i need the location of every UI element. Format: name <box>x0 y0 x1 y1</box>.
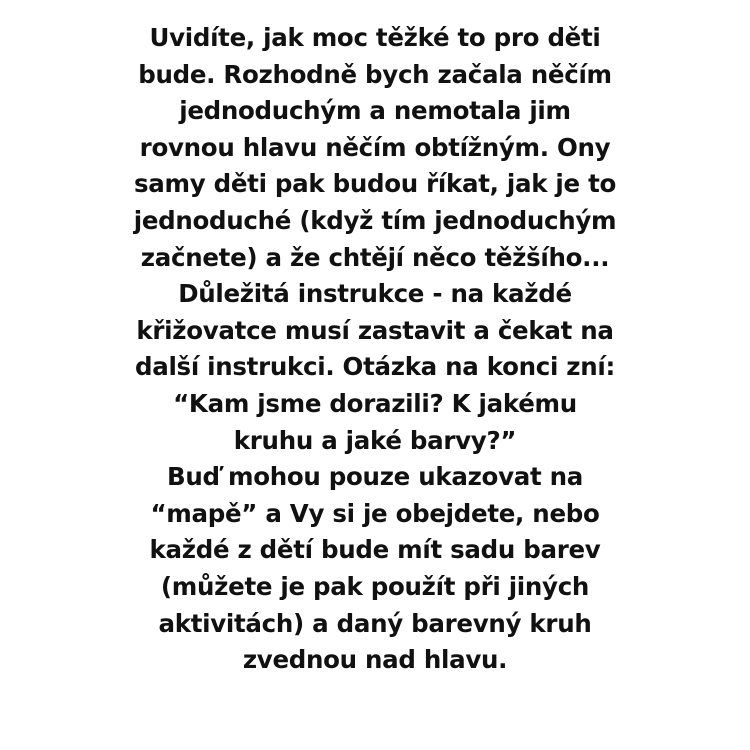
text-line: každé z dětí bude mít sadu barev <box>149 535 601 565</box>
text-line: jednoduché (když tím jednoduchým <box>133 205 617 235</box>
text-line: kruhu a jaké barvy?” <box>233 425 517 455</box>
text-line: (můžete je pak použít při jiných <box>160 571 590 601</box>
text-line: další instrukci. Otázka na konci zní: <box>134 352 616 382</box>
text-line: aktivitách) a daný barevný kruh <box>158 608 592 638</box>
text-line: bude. Rozhodně bych začala něčím <box>138 59 612 89</box>
text-line: “Kam jsme dorazili? K jakému <box>173 388 577 418</box>
text-line: křižovatce musí zastavit a čekat na <box>136 315 614 345</box>
text-line: začnete) a že chtějí něco těžšího... <box>140 242 610 272</box>
instruction-text <box>100 20 650 679</box>
text-line: Důležitá instrukce - na každé <box>178 279 572 309</box>
text-line: rovnou hlavu něčím obtížným. Ony <box>139 132 611 162</box>
text-line: jednoduchým a nemotala jim <box>179 96 571 126</box>
text-line: Uvidíte, jak moc těžké to pro děti <box>149 23 601 52</box>
text-line: zvednou nad hlavu. <box>242 645 508 675</box>
text-line: samy děti pak budou říkat, jak je to <box>133 169 617 199</box>
text-line: “mapě” a Vy si je obejdete, nebo <box>150 498 600 528</box>
text-line: Buď mohou pouze ukazovat na <box>167 462 583 492</box>
